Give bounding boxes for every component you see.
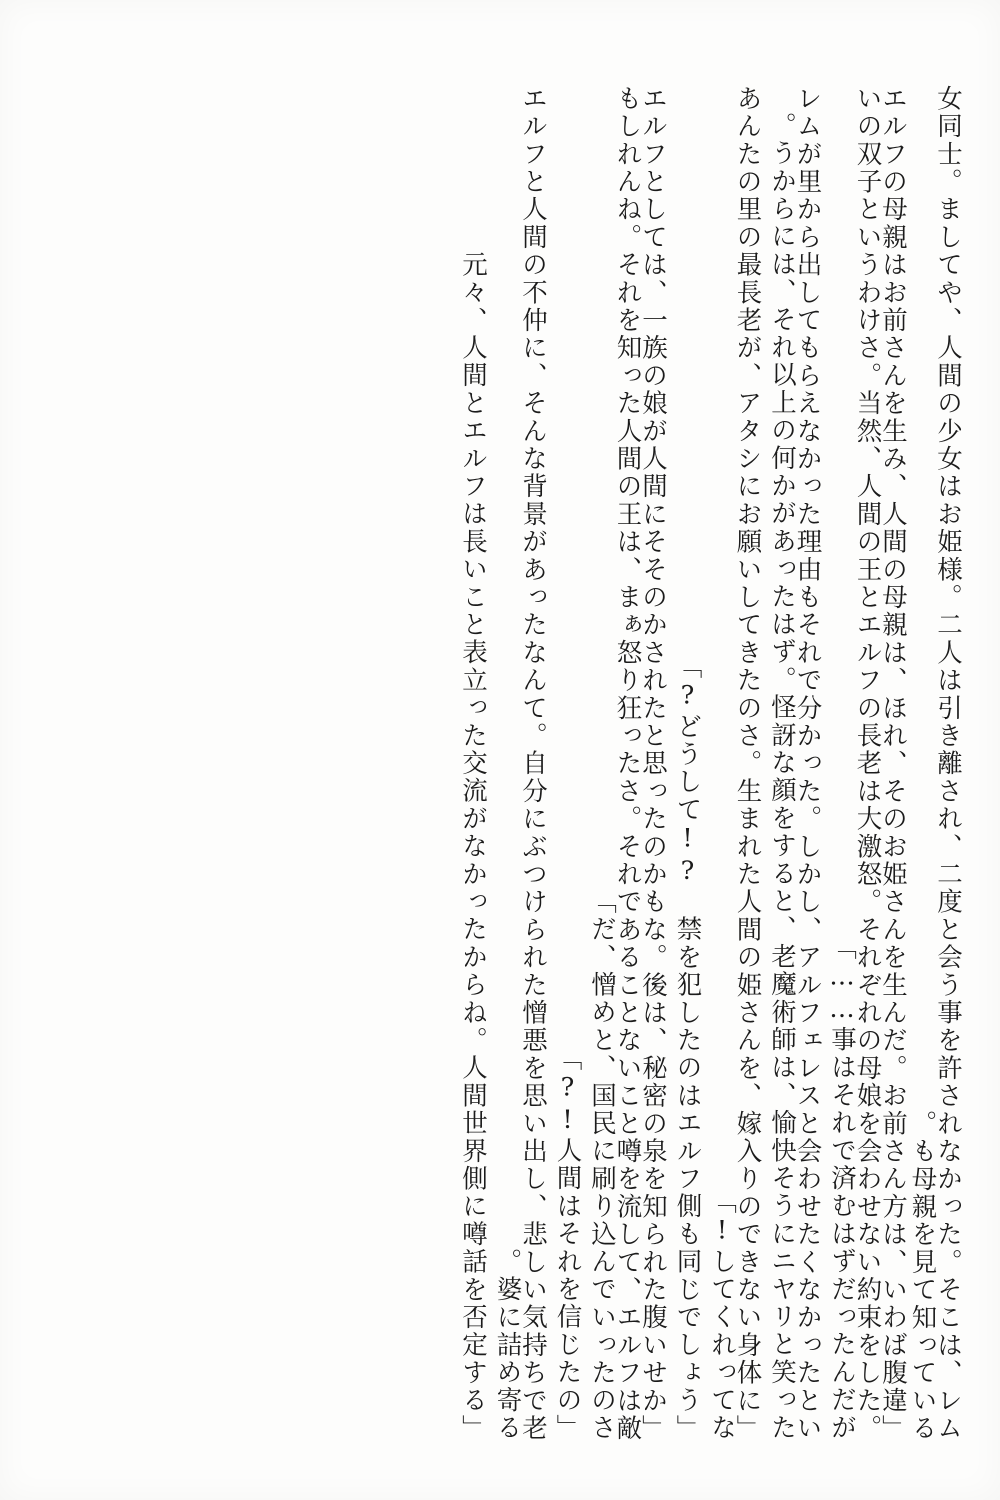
- text-column-1: 女同士。ましてや、人間の少女はお姫様。二人は引き離され、二度と会う事を許されなかった。そこは、レムも母親を見て知っている。: [907, 84, 963, 1442]
- text-column-8: エルフと人間の不仲に、そんな背景があったなんて。自分にぶつけられた憎悪を思い出し、悲しい気持ちで老婆に詰め寄る。: [492, 84, 548, 1442]
- text-column-5: 「どうして!? 禁を犯したのはエルフ側も同じでしょう?」: [672, 652, 703, 1442]
- text-column-2: 「エルフの母親はお前さんを生み、人間の母親は、ほれ、そのお姫さんを生んだ。お前さん方は、いわば腹違いの双子というわけさ。当然、人間の王とエルフの長老は大激怒。それぞれの母娘を会わせない約束をした。事はそれで済むはずだったんだが……」: [827, 84, 908, 1442]
- vertical-text-body: [46, 62, 963, 1442]
- text-column-4: 「あんたの里の最長老が、アタシにお願いしてきたのさ。生まれた人間の姫さんを、嫁入りのできない身体にしてくれってな!」: [707, 84, 763, 1442]
- text-column-3: レムが里から出してもらえなかった理由もそれで分かった。しかし、アルフェレスと会わせたくなかったというからには、それ以上の何かがあったはず。怪訝な顔をすると、老魔術師は、愉快そうにニヤリと笑った。: [767, 84, 823, 1442]
- text-column-6: 「エルフとしては、一族の娘が人間にそそのかされたと思ったのかもな。後は、秘密の泉を知られた腹いせかもしれんね。それを知った人間の王は、まぁ怒り狂ったさ。それであることないこと噂を流して、エルフは敵だ、憎めと、国民に刷り込んでいったのさ」: [587, 84, 668, 1442]
- text-column-7: 「人間はそれを信じたの!?」: [552, 1045, 583, 1442]
- text-column-9: 「元々、人間とエルフは長いこと表立った交流がなかったからね。人間世界側に噂話を否定する: [458, 250, 488, 1442]
